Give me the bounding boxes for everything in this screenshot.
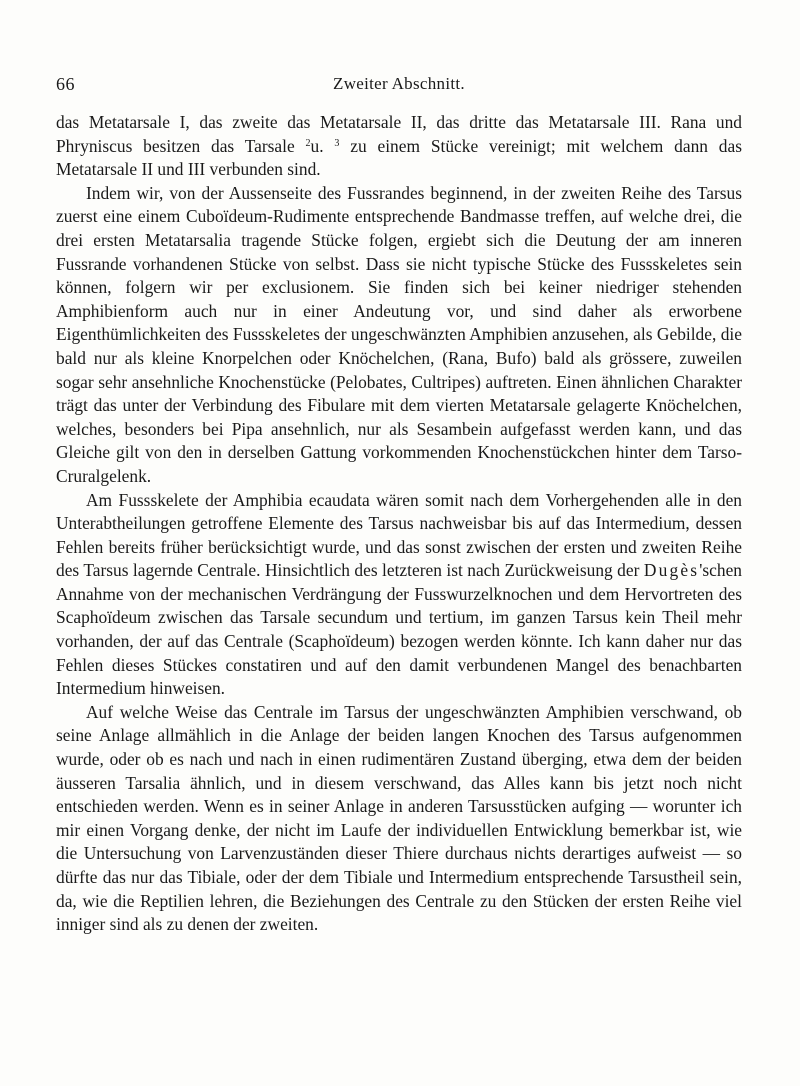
running-head: Zweiter Abschnitt. [333, 74, 465, 93]
text-span: zu einem Stücke vereinigt; mit welchem dann das Metatarsale II und III verbunden sind. [56, 135, 742, 180]
page-header [56, 74, 742, 98]
paragraph-2 [56, 182, 742, 489]
body-text [56, 111, 742, 937]
superscript: 3 [334, 137, 340, 149]
page-number: 66 [56, 74, 75, 94]
paragraph-1 [56, 111, 742, 182]
text-span: u. [310, 135, 335, 156]
text-span: Auf welche Weise das Centrale im Tarsus der ungeschwänzten Amphibien verschwand, ob seine Anlage allmählich in die Anlage der beiden langen Knochen des Tarsus aufgenommen wurde, oder ob es nach und nach in einen rudimentären Zustand überging, etwa dem der beiden äusseren Tarsalia ähnlich, und in diesem verschwand, das Alles kann bis jetzt noch nicht entschieden werden. Wenn es in seiner Anlage in anderen Tarsusstücken aufging — worunter ich mir einen Vorgang denke, der nicht im Laufe der individuellen Entwicklung bemerkbar ist, wie die Untersuchung von Larvenzuständen dieser Thiere durchaus nichts derartiges aufweist — so dürfte das nur das Tibiale, oder der dem Tibiale und Intermedium entsprechende Tarsustheil sein, da, wie die Reptilien lehren, die Beziehungen des Centrale zu den Stücken der ersten Reihe viel inniger sind als zu denen der zweiten. [56, 701, 742, 935]
text-span: 'schen Annahme von der mechanischen Verdrängung der Fusswurzelknochen und dem Hervortreten des Scaphoïdeum zwischen das Tarsale secundum und tertium, im ganzen Tarsus kein Theil mehr vorhanden, der auf das Centrale (Scaphoïdeum) bezogen werden könnte. Ich kann daher nur das Fehlen dieses Stückes constatiren und auf den damit verbundenen Mangel des benachbarten Intermedium hinweisen. [56, 560, 742, 699]
text-span: Indem wir, von der Aussenseite des Fussrandes beginnend, in der zweiten Reihe des Tarsus zuerst eine einem Cuboïdeum-Rudimente entsprechende Bandmasse treffen, auf welche drei, die drei ersten Metatarsalia tragende Stücke folgen, ergiebt sich die Deutung der am inneren Fussrande vorhandenen Stücke von selbst. Dass sie nicht typische Stücke des Fussskeletes sein können, folgern wir per exclusionem. Sie finden sich bei keiner niedriger stehenden Amphibienform auch nur in einer Andeutung vor, und sind daher als erworbene Eigenthümlichkeiten des Fussskeletes der ungeschwänzten Amphibien anzusehen, als Gebilde, die bald nur als kleine Knorpelchen oder Knöchelchen, (Rana, Bufo) bald als grössere, zuweilen sogar sehr ansehnliche Knochenstücke (Pelobates, Cultripes) auftreten. Einen ähnlichen Charakter trägt das unter der Verbindung des Fibulare mit dem vierten Metatarsale gelagerte Knöchelchen, welches, besonders bei Pipa ansehnlich, nur als Sesambein aufgefasst werden kann, und das Gleiche gilt von den in derselben Gattung vorkommenden Knochenstückchen hinter dem Tarso-Cruralgelenk. [56, 182, 742, 486]
text-span: das Metatarsale I, das zweite das Metatarsale II, das dritte das Metatarsale III. Rana und Phryniscus besitzen das Tarsale [56, 112, 742, 156]
paragraph-4 [56, 701, 742, 937]
paragraph-3 [56, 489, 742, 701]
text-span: Am Fussskelete der Amphibia ecaudata wären somit nach dem Vorhergehenden alle in den Unterabtheilungen getroffene Elemente des Tarsus nachweisbar bis auf das Intermedium, dessen Fehlen bereits früher berücksichtigt wurde, und das sonst zwischen der ersten und zweiten Reihe des Tarsus lagernde Centrale. Hinsichtlich des letzteren ist nach Zurückweisung der [56, 489, 742, 581]
superscript: 2 [305, 137, 311, 149]
author-name-spaced: Dugès [643, 560, 700, 581]
